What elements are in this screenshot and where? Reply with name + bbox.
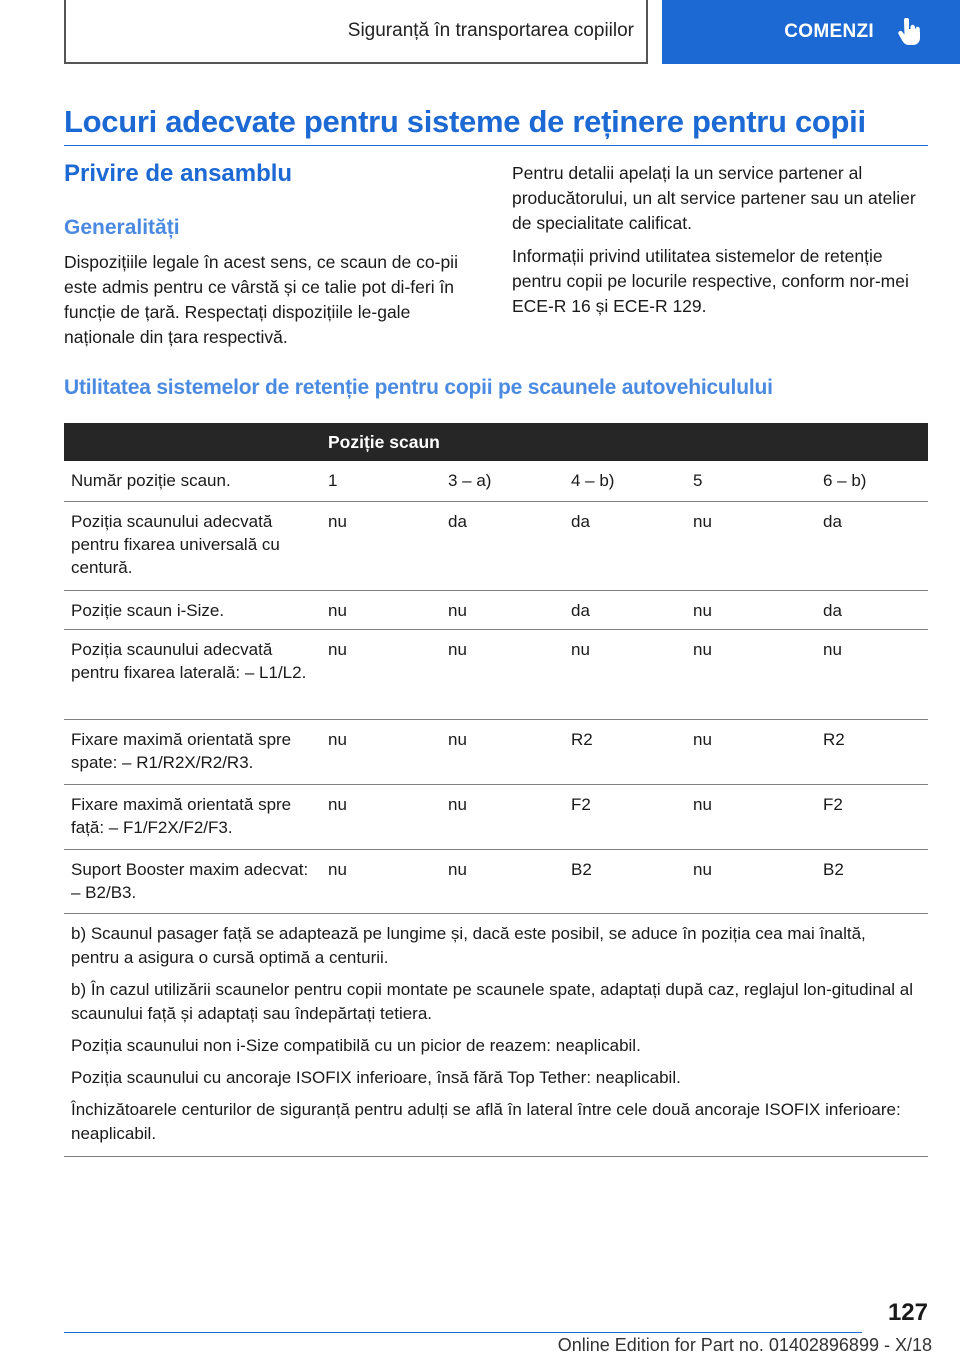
cell: nu [693, 860, 712, 879]
footer-rule [64, 1332, 862, 1333]
cell: F2 [823, 795, 843, 814]
row-label: Fixare maximă orientată spre față: – F1/F2X/F2/F3. [71, 795, 292, 837]
cell: 5 [693, 471, 703, 490]
table-heading: Utilitatea sistemelor de retenție pentru copii pe scaunele autovehiculului [64, 376, 773, 399]
cell: R2 [823, 730, 845, 749]
table-header [64, 423, 928, 461]
cell: nu [693, 601, 712, 620]
general-subheading: Generalități [64, 216, 180, 239]
seat-suitability-table [64, 423, 928, 1157]
header-section-title: Siguranță în transportarea copiilor [347, 20, 634, 41]
cell: da [823, 601, 842, 620]
pointing-hand-icon [896, 18, 922, 46]
table-row [64, 785, 928, 850]
cell: nu [823, 640, 842, 659]
cell: 4 – b) [571, 471, 615, 490]
cell: B2 [823, 860, 844, 879]
cell: nu [693, 730, 712, 749]
note: Poziția scaunului cu ancoraje ISOFIX inferioare, însă fără Top Tether: neaplicabil. [71, 1068, 681, 1087]
cell: 3 – a) [448, 471, 492, 490]
service-text: Pentru detalii apelați la un service partener al producătorului, un alt service partener sau un atelier de specialitate calificat. [512, 163, 916, 233]
footer-edition: Online Edition for Part no. 01402896899 - X/18 [557, 1335, 932, 1355]
table-row [64, 591, 928, 630]
cell: nu [328, 512, 347, 531]
cell: B2 [571, 860, 592, 879]
cell: 1 [328, 471, 338, 490]
note: b) Scaunul pasager față se adaptează pe lungime și, dacă este posibil, se aduce în poziția cea mai înaltă, pentru a asigura o cursă optimă a centurii. [71, 924, 866, 967]
cell: nu [328, 601, 347, 620]
cell: da [571, 512, 590, 531]
title-rule [64, 145, 928, 146]
row-label: Poziția scaunului adecvată pentru fixarea universală cu centură. [71, 512, 280, 577]
row-label: Număr poziție scaun. [71, 471, 231, 490]
table-row [64, 502, 928, 591]
legal-text: Dispozițiile legale în acest sens, ce scaun de co-pii este admis pentru ce vârstă și ce talie pot di-feri în funcție de țară. Respectați dispozițiile le-gale naționale din țara respectivă. [64, 252, 458, 347]
cell: nu [693, 512, 712, 531]
cell: nu [328, 795, 347, 814]
cell: da [448, 512, 467, 531]
table-row [64, 461, 928, 502]
cell: F2 [571, 795, 591, 814]
cell: da [823, 512, 842, 531]
cell: nu [693, 640, 712, 659]
right-column [512, 161, 928, 327]
commands-tab[interactable] [662, 0, 960, 64]
cell: nu [328, 860, 347, 879]
cell: R2 [571, 730, 593, 749]
cell: nu [571, 640, 590, 659]
page-number: 127 [887, 1299, 928, 1326]
cell: nu [448, 730, 467, 749]
row-label: Fixare maximă orientată spre spate: – R1/R2X/R2/R3. [71, 730, 292, 772]
seat-position-header: Poziție scaun [328, 431, 440, 452]
header-section-box [64, 0, 648, 64]
table-row [64, 720, 928, 785]
cell: nu [448, 795, 467, 814]
row-label: Suport Booster maxim adecvat: – B2/B3. [71, 860, 309, 902]
commands-tab-label: COMENZI [784, 21, 874, 42]
row-label: Poziția scaunului adecvată pentru fixarea laterală: – L1/L2. [71, 640, 307, 682]
table-row [64, 850, 928, 914]
norm-text: Informații privind utilitatea sistemelor de retenție pentru copii pe locurile respective, conform nor-mei ECE-R 16 și ECE-R 129. [512, 246, 909, 316]
note: Poziția scaunului non i-Size compatibilă cu un picior de reazem: neaplicabil. [71, 1036, 641, 1055]
cell: nu [693, 795, 712, 814]
row-label: Poziție scaun i-Size. [71, 601, 225, 620]
cell: nu [328, 640, 347, 659]
note: b) În cazul utilizării scaunelor pentru copii montate pe scaunele spate, adaptați după caz, reglajul lon-gitudinal al scaunului față și adaptați sau îndepărtați tetiera. [71, 980, 914, 1023]
cell: nu [448, 860, 467, 879]
table-row [64, 630, 928, 720]
cell: 6 – b) [823, 471, 867, 490]
cell: nu [328, 730, 347, 749]
page-title: Locuri adecvate pentru sisteme de reținere pentru copii [64, 104, 866, 139]
table-notes [64, 914, 928, 1157]
cell: nu [448, 601, 467, 620]
cell: nu [448, 640, 467, 659]
cell: da [571, 601, 590, 620]
overview-heading: Privire de ansamblu [64, 160, 293, 187]
note: Închizătoarele centurilor de siguranță pentru adulți se află în lateral între cele două ancoraje ISOFIX inferioare: neaplicabil. [71, 1100, 901, 1143]
